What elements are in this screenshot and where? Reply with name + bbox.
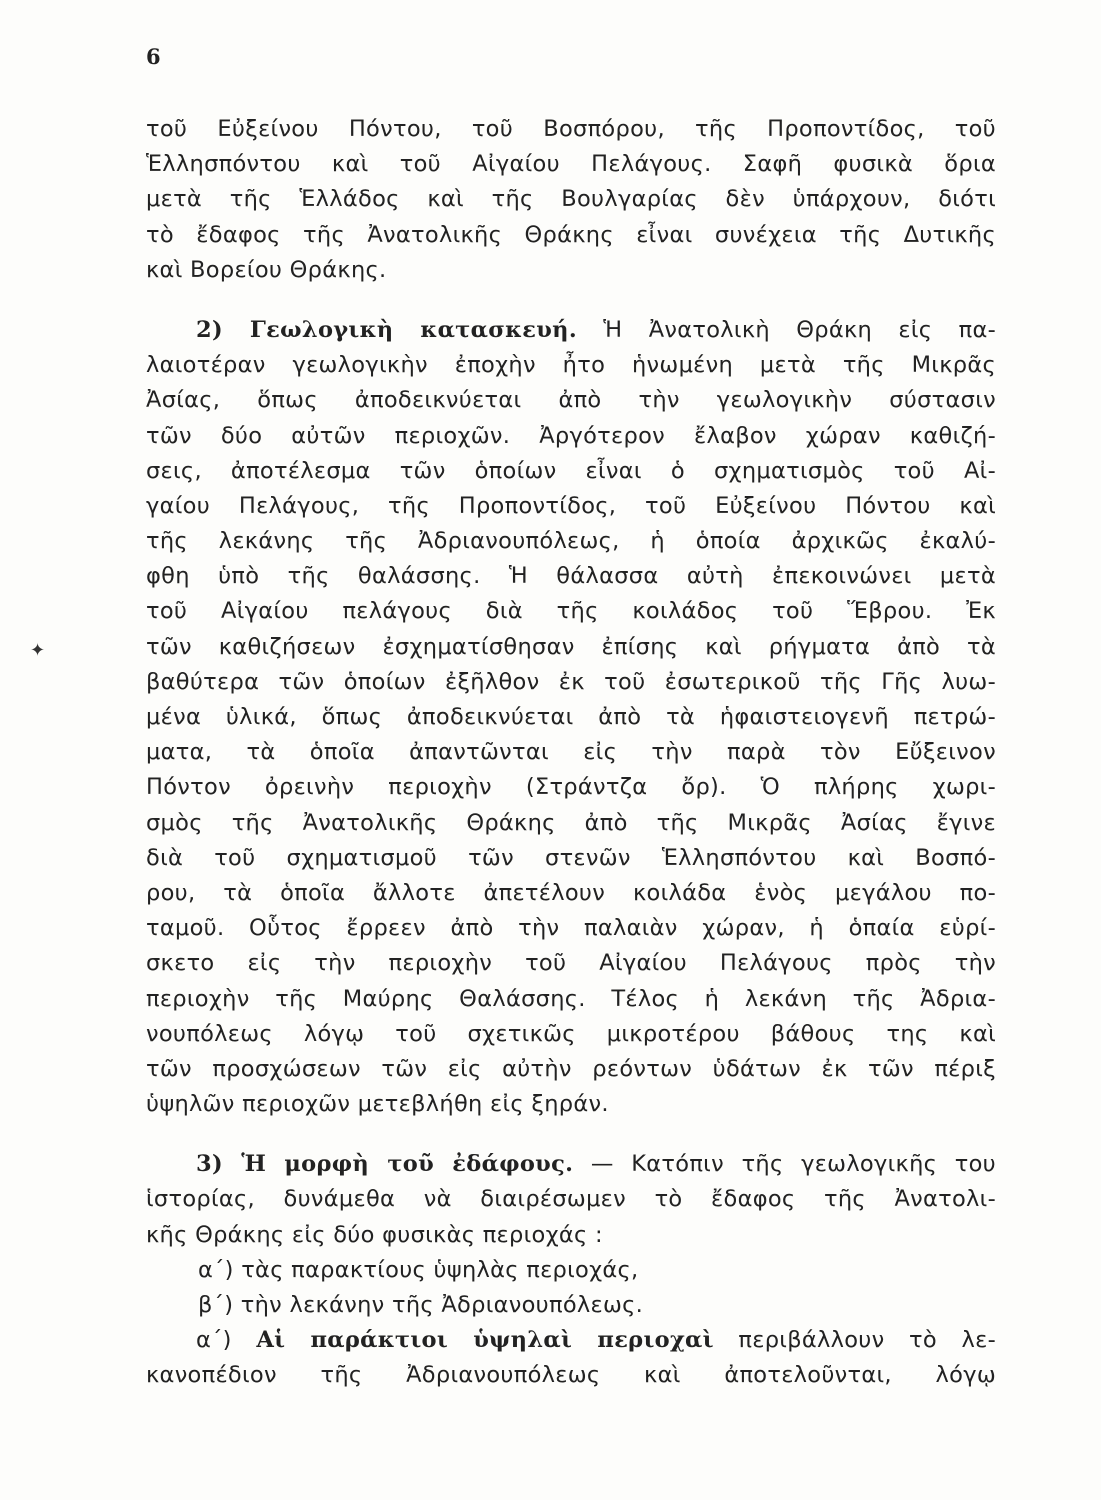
subsection-heading: Αἱ παράκτιοι ὑψηλαὶ περιοχαὶ xyxy=(256,1327,714,1354)
text-line: τῶν δύο αὐτῶν περιοχῶν. Ἀργότερον ἔλαβον χώραν καθιζή- xyxy=(146,422,996,449)
text-line: τοῦ Εὐξείνου Πόντου, τοῦ Βοσπόρου, τῆς Προποντίδος, τοῦ xyxy=(146,116,996,142)
section-heading: 3) Ἡ μορφὴ τοῦ ἐδάφους. xyxy=(196,1151,574,1178)
section-heading: 2) Γεωλογικὴ κατασκευή. xyxy=(196,316,577,343)
text-line: σκετο εἰς τὴν περιοχὴν τοῦ Αἰγαίου Πελάγους πρὸς τὴν xyxy=(146,950,996,977)
text-line: Ἑλλησπόντου καὶ τοῦ Αἰγαίου Πελάγους. Σαφῆ φυσικὰ ὅρια xyxy=(146,151,996,178)
list-item: β΄) τὴν λεκάνην τῆς Ἀδριανουπόλεως. xyxy=(198,1292,644,1318)
subsection-a-first-line xyxy=(146,1323,996,1358)
text-line: τῆς λεκάνης τῆς Ἀδριανουπόλεως, ἡ ὁποία ἀρχικῶς ἐκαλύ- xyxy=(146,528,996,555)
page-number: 6 xyxy=(146,44,161,69)
text-run: α΄) xyxy=(196,1327,257,1354)
text-line: φθη ὑπὸ τῆς θαλάσσης. Ἡ θάλασσα αὐτὴ ἐπεκοινώνει μετὰ xyxy=(146,563,996,590)
text-line: τὸ ἔδαφος τῆς Ἀνατολικῆς Θράκης εἶναι συνέχεια τῆς Δυτικῆς xyxy=(146,221,996,248)
text-line: μετὰ τῆς Ἑλλάδος καὶ τῆς Βουλγαρίας δὲν ὑπάρχουν, διότι xyxy=(146,186,996,213)
page-body xyxy=(146,112,996,1394)
text-line: διὰ τοῦ σχηματισμοῦ τῶν στενῶν Ἑλλησπόντου καὶ Βοσπό- xyxy=(146,844,996,871)
text-line: ἱστορίας, δυνάμεθα νὰ διαιρέσωμεν τὸ ἔδαφος τῆς Ἀνατολι- xyxy=(146,1186,996,1213)
section-3-first-line xyxy=(146,1147,996,1182)
text-line: ρου, τὰ ὁποῖα ἄλλοτε ἀπετέλουν κοιλάδα ἑνὸς μεγάλου πο- xyxy=(146,879,996,906)
text-line: περιοχὴν τῆς Μαύρης Θαλάσσης. Τέλος ἡ λεκάνη τῆς Ἀδρια- xyxy=(146,985,996,1012)
text-line: Πόντον ὀρεινὴν περιοχὴν (Στράντζα ὄρ). Ὁ πλήρης χωρι- xyxy=(146,774,996,801)
text-line: τῶν καθιζήσεων ἐσχηματίσθησαν ἐπίσης καὶ ρήγματα ἀπὸ τὰ xyxy=(146,633,996,660)
text-line: τῶν προσχώσεων τῶν εἰς αὐτὴν ρεόντων ὑδάτων ἐκ τῶν πέριξ xyxy=(146,1055,996,1082)
text-line: ὑψηλῶν περιοχῶν μετεβλήθη εἰς ξηράν. xyxy=(146,1091,609,1118)
text-line: σμὸς τῆς Ἀνατολικῆς Θράκης ἀπὸ τῆς Μικρᾶς Ἀσίας ἔγινε xyxy=(146,809,996,836)
list-item: α΄) τὰς παρακτίους ὑψηλὰς περιοχάς, xyxy=(198,1256,639,1283)
text-line: τοῦ Αἰγαίου πελάγους διὰ τῆς κοιλάδος τοῦ Ἕβρου. Ἐκ xyxy=(146,598,996,625)
text-line: ματα, τὰ ὁποῖα ἀπαντῶνται εἰς τὴν παρὰ τὸν Εὔξεινον xyxy=(146,739,996,766)
text-run: περιβάλλουν τὸ λε- xyxy=(713,1327,996,1354)
text-line: Ἀσίας, ὅπως ἀποδεικνύεται ἀπὸ τὴν γεωλογικὴν σύστασιν xyxy=(146,387,996,414)
text-run: — Κατόπιν τῆς γεωλογικῆς του xyxy=(573,1151,996,1178)
text-line: βαθύτερα τῶν ὁποίων ἐξῆλθον ἐκ τοῦ ἐσωτερικοῦ τῆς Γῆς λυω- xyxy=(146,668,996,695)
text-line: λαιοτέραν γεωλογικὴν ἐποχὴν ἦτο ἡνωμένη μετὰ τῆς Μικρᾶς xyxy=(146,352,996,379)
text-line: κανοπέδιον τῆς Ἀδριανουπόλεως καὶ ἀποτελοῦνται, λόγῳ xyxy=(146,1362,996,1389)
text-line: μένα ὑλικά, ὅπως ἀποδεικνύεται ἀπὸ τὰ ἡφαιστειογενῆ πετρώ- xyxy=(146,704,996,730)
text-line: σεις, ἀποτέλεσμα τῶν ὁποίων εἶναι ὁ σχηματισμὸς τοῦ Αἰ- xyxy=(146,457,996,484)
text-run: Ἡ Ἀνατολικὴ Θράκη εἰς πα- xyxy=(576,316,997,343)
text-line: ταμοῦ. Οὗτος ἔρρεεν ἀπὸ τὴν παλαιὰν χώραν, ἡ ὁπαία εὑρί- xyxy=(146,915,996,942)
text-line: νουπόλεως λόγῳ τοῦ σχετικῶς μικροτέρου βάθους της καὶ xyxy=(146,1020,996,1047)
text-line: κῆς Θράκης εἰς δύο φυσικὰς περιοχάς : xyxy=(146,1221,603,1248)
text-line: γαίου Πελάγους, τῆς Προποντίδος, τοῦ Εὐξείνου Πόντου καὶ xyxy=(146,492,996,519)
margin-mark: ✦ xyxy=(30,640,46,661)
section-2-first-line xyxy=(146,313,996,348)
text-line: καὶ Βορείου Θράκης. xyxy=(146,256,387,283)
